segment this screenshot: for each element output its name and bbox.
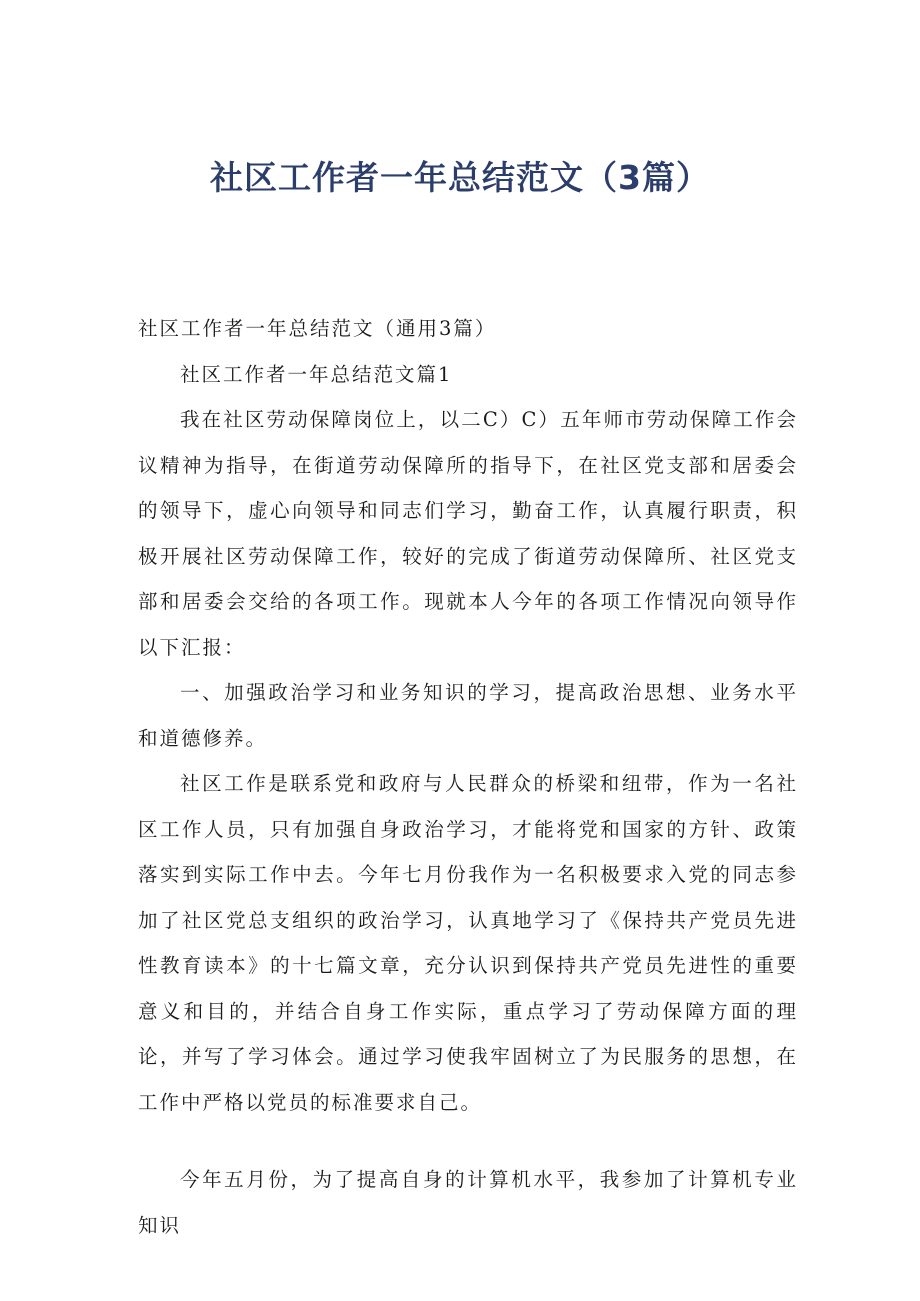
section-heading: 社区工作者一年总结范文篇1	[180, 362, 453, 386]
document-title: 社区工作者一年总结范文（3篇）	[210, 158, 710, 197]
document-body	[138, 306, 798, 1248]
paragraph-point-one: 一、加强政治学习和业务知识的学习，提高政治思想、业务水平和道德修养。	[138, 681, 798, 750]
paragraph-computer-study: 今年五月份，为了提高自身的计算机水平，我参加了计算机专业知识	[138, 1168, 798, 1237]
paragraph-political-study: 社区工作是联系党和政府与人民群众的桥梁和纽带，作为一名社区工作人员，只有加强自身政治学习，才能将党和国家的方针、政策落实到实际工作中去。今年七月份我作为一名积极要求入党的同志参加了社区党总支组织的政治学习，认真地学习了《保持共产党员先进性教育读本》的十七篇文章，充分认识到保持共产党员先进性的重要意义和目的，并结合自身工作实际，重点学习了劳动保障方面的理论，并写了学习体会。通过学习使我牢固树立了为民服务的思想，在工作中严格以党员的标准要求自己。	[138, 772, 798, 1114]
paragraph-intro: 我在社区劳动保障岗位上，以二C）C）五年师市劳动保障工作会议精神为指导，在街道劳动保障所的指导下，在社区党支部和居委会的领导下，虚心向领导和同志们学习，勤奋工作，认真履行职责，积极开展社区劳动保障工作，较好的完成了街道劳动保障所、社区党支部和居委会交给的各项工作。现就本人今年的各项工作情况向领导作以下汇报：	[138, 408, 798, 659]
document-subtitle: 社区工作者一年总结范文（通用3篇）	[138, 317, 497, 340]
